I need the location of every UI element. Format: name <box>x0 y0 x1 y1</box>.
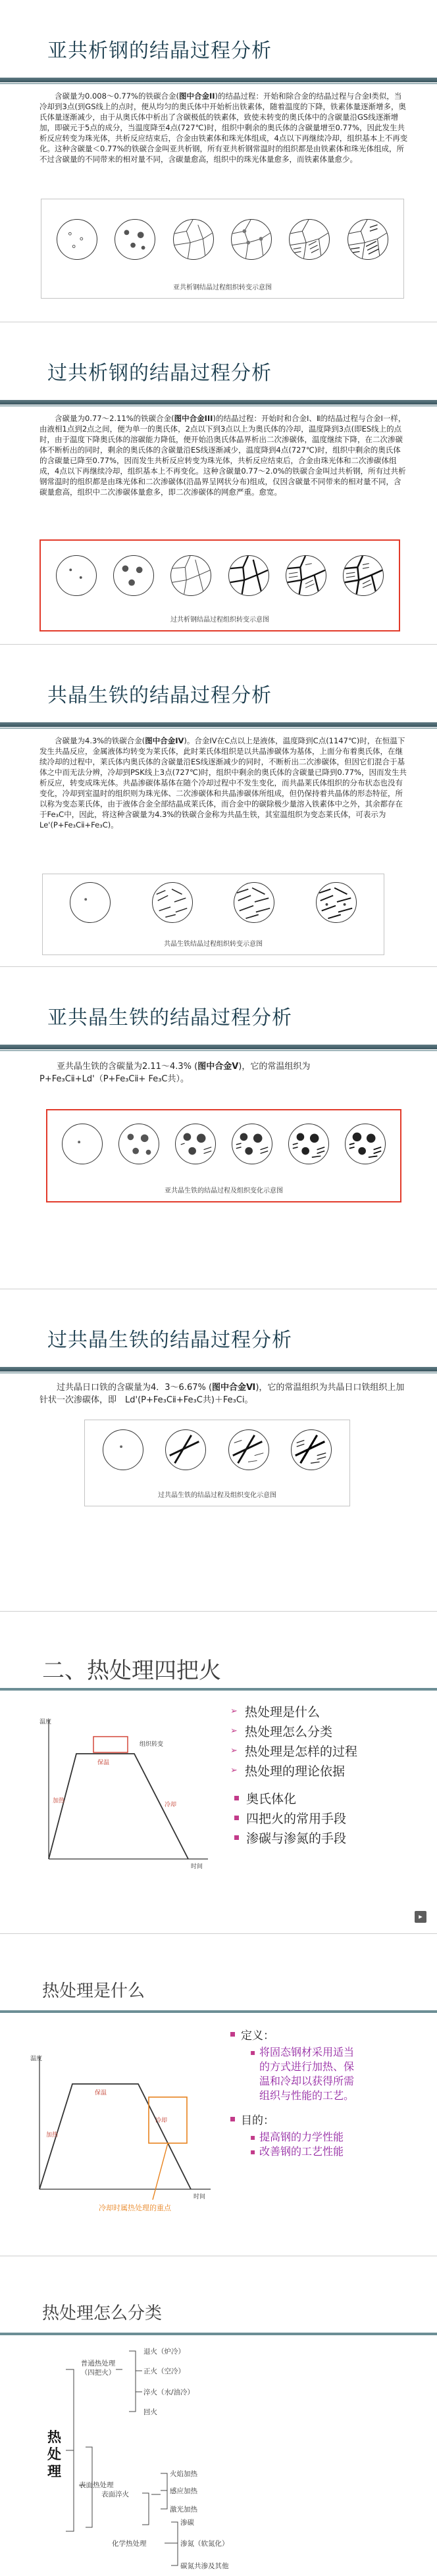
arrow-icon: ➢ <box>230 1725 238 1736</box>
structure-room-temp <box>347 219 388 260</box>
menu-item-label: 热处理是什么 <box>245 1704 321 1720</box>
microstructure-circles <box>47 1124 400 1164</box>
tempering: 回火 <box>143 2408 157 2416</box>
nav-icon[interactable]: ▸ <box>415 1911 426 1923</box>
section-title: 热处理是什么 <box>42 1981 145 2001</box>
structure-ferrite-pearlite <box>289 219 330 260</box>
hold-marker <box>93 1737 128 1752</box>
bullet-icon <box>234 1835 239 1840</box>
menu-item-label: 热处理是怎样的过程 <box>245 1744 358 1759</box>
heat-treatment-curve <box>26 2051 217 2222</box>
slide-hypereutectic <box>0 1289 437 1612</box>
structure-liquid <box>56 555 97 596</box>
definition-body: ▪ 将固态钢材采用适当 的方式进行加热、保 温和冷却以获得所需 组织与性能的工艺。 <box>250 2046 355 2102</box>
structure-pearlite-ledeburite <box>288 1124 329 1164</box>
section-title: 热处理怎么分类 <box>42 2304 163 2323</box>
chart-caption: 冷却时属热处理的重点 <box>99 2204 171 2212</box>
crystallization-figure <box>46 1109 401 1202</box>
menu-item-label: 热处理的理论依据 <box>245 1764 346 1779</box>
slide-title: 共晶生铁的结晶过程分析 <box>47 684 272 707</box>
slide-classification <box>0 2256 437 2576</box>
slide-what-is-heat-treatment <box>0 1934 437 2256</box>
bullet-icon: ▪ <box>250 2133 256 2142</box>
microstructure-circles <box>85 1429 349 1470</box>
heat-label: 加热 <box>46 2132 59 2139</box>
structure-liquid <box>70 882 111 923</box>
general-heat-treatment: 普通热处理（四把火） <box>80 2360 116 2377</box>
bullet-icon: ▪ <box>250 2147 256 2156</box>
structure-liquid <box>103 1429 143 1470</box>
microstructure-circles <box>43 882 384 923</box>
figure-caption: 过共析钢结晶过程组织转变示意图 <box>170 616 269 624</box>
slide-hypereutectoid <box>0 322 437 645</box>
nitriding: 渗氮（软氮化） <box>180 2540 229 2548</box>
hold-label: 保温 <box>97 1760 110 1766</box>
surface-quenching: 表面淬火 <box>101 2490 129 2498</box>
section-title: 二、热处理四把火 <box>42 1658 221 1684</box>
bullet-icon <box>234 1796 239 1800</box>
cooling-highlight <box>149 2097 187 2143</box>
arrow-icon: ➢ <box>230 1765 238 1775</box>
body-paragraph: 含碳量为0.008～0.77%的铁碳合金(图中合金II)的结晶过程：开始和除合金的结晶过程与合金Ⅰ类似，当冷却到3点(到GS线上的点时，便从均匀的奥氏体中开始析出铁素体，随着温度的下降，铁素体量逐渐增多，奥氏体量逐渐减少，由于从奥氏体中析出了含碳极低的铁素体，致使未转变的奥氏体中的含碳量沿GS线逐渐增加，即碳元于5点的成分，当温度降至4点(727℃)时，组织中剩余的奥氏体的含碳量增至0.77%，因此发生共析反应转变为珠光体，共析反应结束后，合金由铁素体和珠光体组成，4点以下再继续冷却，组织基本上不再变化。这种含碳量＜0.77%的铁碳合金叫亚共析钢，所有亚共析钢常温时的组织都是由铁素体和珠光体组成，所不过含碳量的不同带来的相对量不同，含碳量愈高，组织中的珠光体量愈多，而铁素体量愈少。 <box>39 91 408 164</box>
cool-label: 冷却 <box>165 1802 177 1808</box>
menu-item-label: 四把火的常用手段 <box>246 1811 347 1826</box>
menu-item-austenitization[interactable] <box>230 1788 357 1808</box>
bullet-icon <box>234 1816 239 1820</box>
menu-item-classify[interactable] <box>230 1721 357 1741</box>
menu-item-process[interactable] <box>230 1741 357 1760</box>
arrow-icon: ➢ <box>230 1745 238 1756</box>
title-rule <box>0 400 437 405</box>
goal-heading: 目的： <box>230 2111 421 2127</box>
annealing: 退火（炉冷） <box>143 2348 185 2356</box>
definition-list <box>230 2026 421 2167</box>
structure-ledeburite <box>152 882 193 923</box>
temperature-label: 温度 <box>30 2056 43 2062</box>
classification-tree <box>0 2256 437 2576</box>
microstructure-circles <box>41 555 399 596</box>
structure-transformed-ledeburite <box>316 882 357 923</box>
figure-caption: 亚共晶生铁的结晶过程及组织变化示意图 <box>165 1187 283 1195</box>
structure-ferrite-austenite <box>231 219 272 260</box>
time-label: 时间 <box>193 2194 206 2200</box>
surface-heat-treatment: 表面热处理 <box>79 2481 114 2489</box>
bullet-icon <box>230 2117 235 2121</box>
title-rule-thin <box>0 728 437 729</box>
structure-pearlite-cementite <box>286 555 326 596</box>
normalizing: 正火（空冷） <box>143 2367 185 2375</box>
tree-root: 热处理 <box>47 2429 61 2479</box>
carbonitriding: 碳氮共渗及其他 <box>180 2562 229 2570</box>
menu-item-what[interactable] <box>230 1701 357 1721</box>
structure-cementite-ledeburite <box>228 1429 269 1470</box>
title-rule-thin <box>0 405 437 407</box>
body-paragraph: 亚共晶生铁的含碳量为2.11～4.3% (图中合金Ⅴ)，它的常温组织为P+Fe₃Cⅱ+Ld'（P+Fe₃Cⅱ+ Fe₃C共）。 <box>39 1062 311 1084</box>
structure-ledeburite-cooling <box>234 882 274 923</box>
title-rule <box>0 1688 437 1691</box>
structure-liquid-austenite <box>113 555 154 596</box>
chemical-heat-treatment: 化学热处理 <box>112 2540 147 2548</box>
quenching: 淬火（水/油冷） <box>143 2389 195 2396</box>
temperature-label: 温度 <box>39 1719 52 1725</box>
slide-hypoeutectic <box>0 967 437 1289</box>
body-paragraph: 过共晶日口铁的含碳量为4．3～6.67% (图中合金Ⅵ)，它的常温组织为共晶日口铁组织上加针状一次渗碳体，即 Ld'(P+Fe₃Cⅱ+Fe₃C共)＋Fe₃Cⅰ。 <box>39 1383 405 1405</box>
menu-item-four-fires[interactable] <box>230 1808 357 1827</box>
process-curve <box>39 2084 191 2189</box>
goal-body: ▪ 提高钢的力学性能 ▪ 改善钢的工艺性能 <box>250 2131 344 2158</box>
definition-heading: 定义： <box>230 2026 421 2043</box>
crystallization-figure <box>41 199 404 299</box>
structure-austenite-ledeburite <box>175 1124 216 1164</box>
heat-label: 加热 <box>53 1798 65 1804</box>
crystallization-figure <box>42 874 384 955</box>
title-rule-thin <box>0 1372 437 1374</box>
structure-room-temp <box>343 555 384 596</box>
menu-item-label: 渗碳与渗氮的手段 <box>246 1831 347 1846</box>
slide-title: 过共晶生铁的结晶过程分析 <box>47 1329 292 1352</box>
title-rule-thin <box>0 83 437 84</box>
structure-liquid <box>62 1124 103 1164</box>
bullet-icon <box>230 2032 235 2037</box>
title-rule <box>0 78 437 82</box>
legend-label: 组织转变 <box>140 1741 164 1748</box>
bullet-icon: ▪ <box>250 2048 256 2057</box>
heat-treatment-curve <box>36 1714 213 1872</box>
topic-menu <box>230 1701 357 1847</box>
slide-title: 亚共析钢的结晶过程分析 <box>47 39 272 62</box>
menu-item-label: 热处理怎么分类 <box>245 1724 333 1739</box>
title-rule <box>0 2010 437 2013</box>
laser-heating: 激光加热 <box>170 2506 197 2514</box>
body-paragraph: 含碳量为0.77～2.11%的铁碳合金(图中合金III)的结晶过程：开始时和合金Ⅰ、Ⅱ的结晶过程与合金Ⅰ一样，由液相1点到2点之间，便为单一的奥氏体，2点以下到3点以上为奥氏体的冷却，温度降到3点(即ES线上的点时，由于温度下降奥氏体的溶碳能力降低，便开始沿奥氏体晶界析出二次渗碳体，温度继续下降，在二次渗碳体不断析出的同时，剩余的奥氏体的含碳量沿ES线逐渐减少，温度降到4点(727℃)时，组织中剩余的奥氏体的含碳量已降至0.77%，因而发生共析反应转变为珠光体，共析反应结束后，合金由珠光体和二次渗碳体组成，4点以下再继续冷却，组织基本上不再变化。这种含碳量0.77～2.0%的铁碳合金叫过共析钢，所有过共析钢常温时的组织都是由珠光体和二次渗碳体(沿晶界呈网状分布)组成，仅因含碳量不同带来的相对量不同，含碳量愈高，组织中二次渗碳体量愈多，即二次渗碳体的网愈严重。愈宽。 <box>39 414 406 497</box>
structure-austenite <box>173 219 214 260</box>
cool-label: 冷却 <box>155 2118 168 2124</box>
title-rule-thin <box>0 1050 437 1051</box>
structure-liquid <box>57 219 97 260</box>
hold-label: 保温 <box>95 2090 107 2096</box>
callout-line <box>153 2143 168 2200</box>
title-rule <box>0 1367 437 1372</box>
structure-liquid-austenite <box>115 219 155 260</box>
flame-heating: 火焰加热 <box>170 2470 197 2478</box>
title-rule <box>0 1045 437 1049</box>
crystallization-figure <box>39 539 400 632</box>
title-rule <box>0 722 437 727</box>
slide-four-fires <box>0 1612 437 1934</box>
figure-caption: 亚共析钢结晶过程组织转变示意图 <box>173 284 272 291</box>
menu-item-carburizing[interactable] <box>230 1827 357 1847</box>
slide-eutectic <box>0 645 437 967</box>
menu-item-theory[interactable] <box>230 1760 357 1780</box>
slide-hypoeutectoid <box>0 0 437 322</box>
time-label: 时间 <box>191 1864 203 1870</box>
arrow-icon: ➢ <box>230 1706 238 1716</box>
structure-room-temp <box>345 1124 386 1164</box>
body-paragraph: 含碳量为4.3%的铁碳合金(图中合金IV)。合金IV在C点以上是液体，温度降到C点(1147℃)时，在恒温下发生共晶反应，金属液体均转变为莱氏体，此时莱氏体组织是以共晶渗碳体为基体，上面分布着奥氏体，在继续冷却的过程中，莱氏体内奥氏体的含碳量沿ES线逐渐减少的同时，不断析出二次渗碳体，但因它们混合于基体之中而无法分辨，冷却到PSK线上3点(727℃)时，组织中剩余的奥氏体的含碳量已降到0.77%，因而发生共析反应，转变成珠光体。共晶渗碳体基体在随个冷却过程中不发生变化，而共晶莱氏体组织的分布状态也没有变化，冷却到室温时的组织则为珠光体、二次渗碳体和共晶渗碳体所组成，但仍保持着共晶体的形态特征，所以称为变态莱氏体，由于液体合金全部结晶成莱氏体，而合金中的碳除极少量溶入铁素体中之外，其余都存在于Fe₃C中，因此，将这种含碳量为4.3%的铁碳合金称为共晶生铁，其室温组织为变态莱氏体，可表示为Le'(P+Fe₃Cⅱ+Fe₃C)。 <box>39 736 407 830</box>
structure-austenite <box>170 555 211 596</box>
structure-secondary-cementite <box>232 1124 272 1164</box>
figure-caption: 过共晶生铁的结晶过程及组织变化示意图 <box>158 1492 276 1499</box>
crystallization-figure <box>84 1420 350 1506</box>
structure-austenite-cementite <box>228 555 269 596</box>
induction-heating: 感应加热 <box>170 2487 197 2495</box>
structure-liquid-austenite <box>118 1124 159 1164</box>
menu-item-label: 奥氏体化 <box>246 1791 297 1806</box>
carburizing: 渗碳 <box>180 2519 194 2527</box>
structure-room-temp <box>291 1429 332 1470</box>
microstructure-circles <box>41 219 403 260</box>
structure-primary-cementite <box>165 1429 206 1470</box>
slide-title: 亚共晶生铁的结晶过程分析 <box>47 1006 292 1029</box>
slide-title: 过共析钢的结晶过程分析 <box>47 362 272 385</box>
figure-caption: 共晶生铁结晶过程组织转变示意图 <box>164 941 263 948</box>
